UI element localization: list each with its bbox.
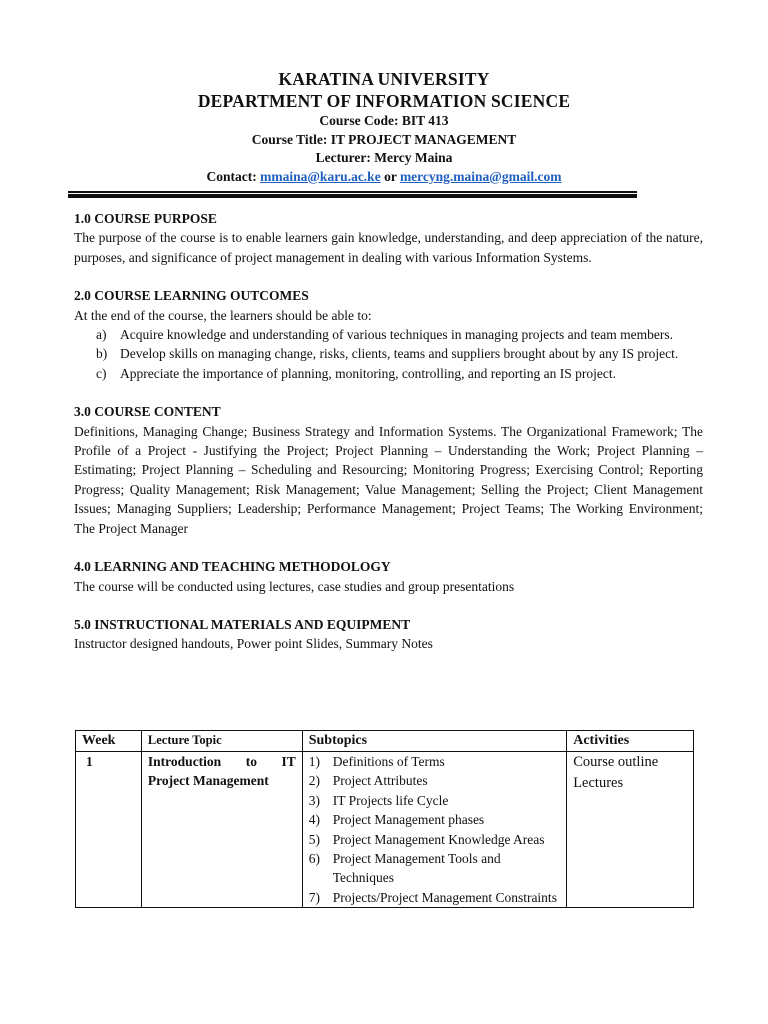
list-marker: 5) — [308, 831, 320, 847]
list-item-text: IT Projects life Cycle — [332, 792, 449, 808]
list-marker: 6) — [308, 851, 320, 867]
list-item — [74, 364, 703, 383]
section-title-materials: 5.0 INSTRUCTIONAL MATERIALS AND EQUIPMENT — [74, 616, 411, 632]
list-marker: 4) — [308, 812, 320, 828]
list-item — [309, 752, 560, 771]
list-item — [309, 849, 560, 888]
list-marker: b) — [96, 346, 108, 362]
list-item — [309, 771, 560, 790]
subtopics-list — [309, 752, 560, 907]
email-link-secondary[interactable]: mercyng.maina@gmail.com — [399, 168, 562, 184]
section-title-purpose: 1.0 COURSE PURPOSE — [74, 211, 217, 226]
subtopics-cell — [302, 752, 566, 908]
list-item-text: Project Management Knowledge Areas — [332, 831, 545, 847]
activity-item: Course outline — [573, 754, 659, 770]
list-marker: 2) — [308, 773, 320, 789]
table-row — [76, 752, 694, 908]
list-marker: c) — [96, 365, 107, 381]
table-header-row — [76, 731, 694, 752]
list-item — [309, 830, 560, 849]
document-body — [74, 209, 703, 654]
list-item-text: Definitions of Terms — [332, 754, 445, 769]
header-rule-thick — [68, 194, 637, 198]
list-marker: 3) — [308, 792, 320, 808]
list-marker: 7) — [308, 889, 320, 905]
contact-or: or — [380, 168, 400, 184]
week-cell: 1 — [76, 752, 142, 908]
section-text-content: Definitions, Managing Change; Business Strategy and Information Systems. The Organizational Framework; The Profile of a Project - Justifying the Project; Project Planning – Understanding the Work; Project Planning – Estimating; Project Planning – Scheduling and Resourcing; Monitoring Progress; Exercising Control; Reporting Progress; Quality Management; Risk Management; Value Management; Selling the Project; Client Management Issues; Managing Suppliers; Leadership; Performance Management; Project Teams; The Working Environment; The Project Manager — [74, 423, 703, 536]
topic-cell — [141, 752, 302, 908]
header-rule-thin — [68, 191, 637, 193]
spacer — [74, 383, 703, 402]
email-link-primary[interactable]: mmaina@karu.ac.ke — [260, 168, 381, 184]
list-item-text: Develop skills on managing change, risks, clients, teams and suppliers brought about by any IS project. — [120, 346, 679, 362]
list-item — [74, 344, 703, 363]
outcomes-intro: At the end of the course, the learners should be able to: — [74, 307, 372, 323]
document-header — [0, 68, 768, 186]
topic-word: to — [245, 754, 257, 769]
spacer — [74, 267, 703, 286]
section-title-outcomes: 2.0 COURSE LEARNING OUTCOMES — [74, 288, 309, 304]
list-marker: 1) — [308, 754, 320, 769]
topic-line: Project Management — [147, 773, 269, 789]
outcomes-list — [74, 325, 703, 383]
list-item-text: Project Management phases — [332, 812, 485, 828]
column-header-activities: Activities — [567, 731, 694, 752]
list-item-text: Appreciate the importance of planning, monitoring, controlling, and reporting an IS project. — [120, 365, 616, 381]
section-text-methodology: The course will be conducted using lectures, case studies and group presentations — [74, 578, 515, 594]
course-code: Course Code: BIT 413 — [319, 113, 449, 128]
topic-word: IT — [281, 754, 296, 769]
list-item-text: Project Management Tools and Techniques — [332, 851, 501, 886]
contact-label: Contact: — [206, 168, 261, 184]
section-text-purpose: The purpose of the course is to enable learners gain knowledge, understanding, and deep appreciation of the nature, purposes, and significance of project management in dealing with various Information Systems. — [74, 230, 703, 265]
university-name: KARATINA UNIVERSITY — [278, 69, 490, 89]
list-item — [309, 810, 560, 829]
column-header-week: Week — [76, 731, 142, 752]
list-item-text: Project Attributes — [332, 773, 428, 789]
section-title-content: 3.0 COURSE CONTENT — [74, 404, 221, 420]
list-item — [309, 791, 560, 810]
topic-word: Introduction — [147, 754, 222, 769]
column-header-subtopics: Subtopics — [302, 731, 566, 752]
list-item — [309, 888, 560, 907]
activity-item: Lectures — [573, 775, 624, 791]
section-title-methodology: 4.0 LEARNING AND TEACHING METHODOLOGY — [74, 559, 391, 575]
course-title: Course Title: IT PROJECT MANAGEMENT — [251, 131, 517, 147]
list-marker: a) — [96, 327, 107, 343]
schedule-table — [75, 730, 694, 908]
list-item-text: Acquire knowledge and understanding of various techniques in managing projects and team members. — [120, 327, 673, 343]
list-item — [74, 325, 703, 344]
department-name: DEPARTMENT OF INFORMATION SCIENCE — [197, 91, 571, 111]
list-item-text: Projects/Project Management Constraints — [332, 889, 557, 905]
activities-cell — [567, 752, 694, 908]
topic-line — [148, 752, 296, 771]
lecturer-name: Lecturer: Mercy Maina — [315, 150, 453, 165]
contact-line — [0, 168, 768, 187]
spacer — [74, 538, 703, 557]
column-header-topic: Lecture Topic — [141, 731, 302, 752]
section-text-materials: Instructor designed handouts, Power point Slides, Summary Notes — [74, 636, 433, 652]
spacer — [74, 596, 703, 615]
